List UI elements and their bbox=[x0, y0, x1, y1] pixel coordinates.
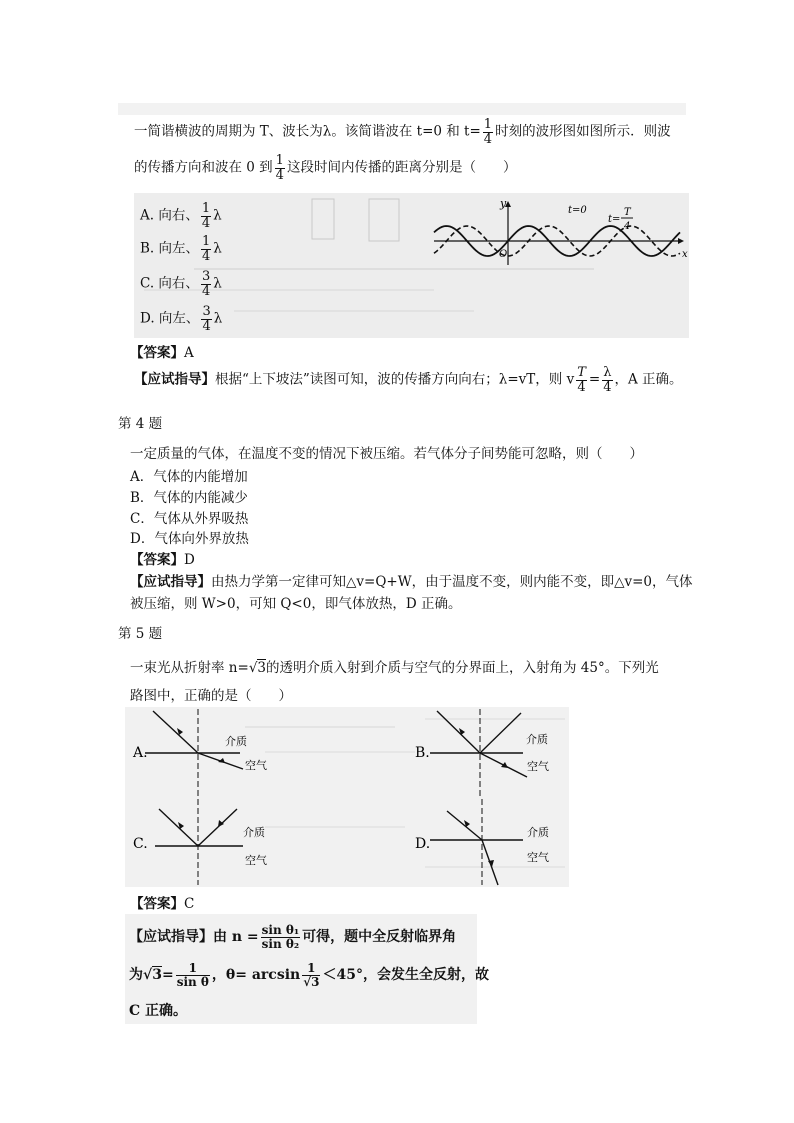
q5-stem-text-b: 的透明介质入射到介质与空气的分界面上，入射角为 45°。下列光 bbox=[266, 660, 659, 676]
q5-title: 第 5 题 bbox=[118, 626, 163, 642]
option-fraction bbox=[201, 235, 211, 263]
diagram-a-label: A. bbox=[133, 745, 148, 761]
q5-guide-line2 bbox=[129, 962, 489, 988]
option-frac-den: 4 bbox=[201, 283, 211, 299]
arrow-icon bbox=[218, 820, 224, 827]
answer-value: C bbox=[184, 896, 195, 912]
option-prefix: D. 向左、 bbox=[140, 310, 200, 327]
guide-sqrt-value: 3 bbox=[152, 967, 162, 984]
q5-stem-line1 bbox=[130, 656, 659, 676]
answer-value: A bbox=[184, 345, 194, 361]
reflected-ray bbox=[198, 809, 237, 846]
answer-label: 【答案】 bbox=[130, 896, 184, 912]
q4-guide-line2: 被压缩，则 W>0，可知 Q<0，即气体放热，D 正确。 bbox=[130, 596, 462, 612]
guide-frac2-num: λ bbox=[603, 365, 612, 380]
option-frac-num: 3 bbox=[202, 304, 211, 319]
option-suffix: λ bbox=[213, 207, 222, 224]
guide-frac2-num: 1 bbox=[302, 962, 320, 976]
q3-option-b bbox=[140, 235, 222, 263]
option-suffix: λ bbox=[213, 275, 222, 292]
q4-option-c: C．气体从外界吸热 bbox=[130, 511, 249, 527]
guide-frac2-den: 4 bbox=[603, 379, 612, 395]
guide-text-c: 为 bbox=[129, 967, 143, 984]
air-label: 空气 bbox=[527, 851, 549, 864]
answer-value: D bbox=[184, 552, 195, 568]
option-prefix: C. 向右、 bbox=[140, 275, 199, 292]
sqrt-icon: √ bbox=[248, 660, 258, 676]
option-frac-den: 4 bbox=[202, 248, 211, 264]
q5-sqrt-value: 3 bbox=[257, 660, 267, 676]
guide-label: 【应试指导】 bbox=[130, 574, 211, 590]
option-frac-num: 3 bbox=[201, 269, 211, 284]
q3-option-d bbox=[140, 305, 222, 333]
guide-frac1-num: T bbox=[577, 365, 586, 380]
guide-frac1-den: 4 bbox=[577, 379, 586, 395]
guide-frac-2 bbox=[302, 962, 320, 988]
q5-stem-text-a: 一束光从折射率 n= bbox=[130, 660, 249, 676]
q5-guide-line1 bbox=[129, 924, 456, 950]
option-prefix: B. 向左、 bbox=[140, 240, 200, 257]
q3-stem-frac2-num: 1 bbox=[275, 153, 284, 168]
air-label: 空气 bbox=[245, 854, 267, 867]
option-frac-den: 4 bbox=[201, 215, 211, 231]
q3-stem-frac2-den: 4 bbox=[275, 167, 284, 183]
q4-answer bbox=[130, 548, 195, 568]
option-frac-den: 4 bbox=[202, 318, 211, 334]
guide-frac2-den: √3 bbox=[303, 974, 320, 989]
q3-stem-text-d: 这段时间内传播的距离分别是（ ） bbox=[286, 159, 517, 176]
q4-title: 第 4 题 bbox=[118, 416, 163, 432]
guide-text-b: 可得，题中全反射临界角 bbox=[302, 929, 457, 946]
diagram-d-label: D. bbox=[415, 836, 431, 852]
q5-guide-scan bbox=[125, 914, 489, 1024]
q3-stem-fraction bbox=[483, 118, 493, 146]
guide-sin2: sin θ₂ bbox=[261, 936, 300, 951]
option-frac-num: 1 bbox=[201, 201, 211, 216]
guide-fraction-2 bbox=[602, 366, 612, 394]
air-label: 空气 bbox=[245, 759, 267, 772]
t0-label: t=0 bbox=[568, 205, 587, 216]
answer-label: 【答案】 bbox=[130, 552, 184, 568]
medium-label: 介质 bbox=[527, 826, 549, 839]
guide-sin1: sin θ₁ bbox=[261, 923, 300, 937]
q5-answer bbox=[130, 892, 194, 912]
q3-stem-text-a: 一简谐横波的周期为 T、波长为λ。该简谐波在 t=0 和 t= bbox=[134, 123, 481, 140]
q3-answer bbox=[130, 341, 194, 361]
guide-text-a: 由 n = bbox=[213, 929, 259, 946]
q3-option-c bbox=[140, 270, 222, 298]
t1-label: t= bbox=[608, 214, 621, 225]
origin-label: O bbox=[499, 249, 508, 260]
q4-option-a: A．气体的内能增加 bbox=[130, 469, 248, 485]
q3-stem-line2 bbox=[134, 154, 516, 182]
q4-option-b: B．气体的内能减少 bbox=[130, 490, 248, 506]
option-fraction bbox=[201, 305, 211, 333]
guide-sin-fraction bbox=[261, 924, 300, 950]
guide-frac1-num: 1 bbox=[176, 962, 210, 976]
incident-ray bbox=[437, 711, 480, 753]
q5-guide-line3: C 正确。 bbox=[129, 1003, 188, 1019]
diagram-b-label: B. bbox=[415, 745, 430, 761]
option-fraction bbox=[201, 202, 211, 230]
guide-frac-1 bbox=[176, 962, 210, 988]
incident-ray bbox=[447, 811, 482, 840]
q3-stem-frac-den: 4 bbox=[483, 131, 493, 147]
q5-diagrams bbox=[125, 707, 569, 887]
medium-label: 介质 bbox=[526, 733, 548, 746]
guide-text-d: = bbox=[161, 967, 174, 984]
medium-label: 介质 bbox=[225, 735, 247, 748]
option-suffix: λ bbox=[213, 310, 223, 327]
scan-artifact bbox=[369, 199, 399, 241]
option-suffix: λ bbox=[213, 240, 222, 257]
q3-stem-text-b: 时刻的波形图如图所示．则波 bbox=[495, 123, 671, 140]
guide-text-a: 由热力学第一定律可知△v=Q+W，由于温度不变，则内能不变，即△v=0，气体 bbox=[211, 574, 693, 590]
q3-guide bbox=[134, 366, 683, 394]
q3-stem-text-c: 的传播方向和波在 0 到 bbox=[134, 159, 273, 176]
guide-label: 【应试指导】 bbox=[129, 929, 213, 946]
incident-ray bbox=[153, 711, 198, 753]
incident-ray bbox=[159, 809, 198, 846]
diagram-c bbox=[133, 799, 267, 885]
y-axis-label: y bbox=[500, 197, 507, 210]
q3-stem-frac-num: 1 bbox=[483, 117, 493, 132]
q3-stem-line1 bbox=[134, 118, 671, 146]
x-axis-arrow-icon bbox=[678, 238, 684, 244]
q3-stem-fraction-2 bbox=[275, 154, 285, 182]
q4-guide-line1 bbox=[130, 570, 692, 590]
t1-frac-num: T bbox=[624, 207, 631, 218]
guide-text-b: ，A 正确。 bbox=[614, 371, 683, 388]
diagram-d bbox=[415, 799, 549, 885]
guide-eq: = bbox=[588, 371, 601, 388]
q3-option-a bbox=[140, 202, 222, 230]
diagram-c-label: C. bbox=[133, 836, 148, 852]
guide-text-a: 根据“上下坡法”读图可知，波的传播方向向右；λ=vT，则 v bbox=[215, 371, 575, 388]
x-axis-label: x bbox=[682, 249, 688, 260]
guide-text-h: ＜45°，会发生全反射，故 bbox=[322, 967, 489, 984]
diagram-b bbox=[415, 709, 549, 797]
guide-frac1-den: sin θ bbox=[176, 974, 209, 989]
air-label: 空气 bbox=[527, 760, 549, 773]
sqrt-icon: √ bbox=[143, 967, 153, 984]
q4-option-d: D．气体向外界放热 bbox=[130, 531, 249, 547]
option-frac-num: 1 bbox=[202, 234, 211, 249]
guide-label: 【应试指导】 bbox=[134, 371, 215, 388]
top-scan-strip bbox=[118, 103, 686, 115]
q5-diagrams-svg bbox=[125, 707, 569, 887]
guide-fraction-1 bbox=[576, 366, 587, 394]
option-fraction bbox=[201, 270, 211, 298]
option-prefix: A. 向右、 bbox=[140, 207, 199, 224]
q5-stem-line2: 路图中，正确的是（ ） bbox=[130, 688, 292, 704]
guide-text-e: ，θ= arcsin bbox=[211, 967, 301, 984]
scan-artifact bbox=[312, 199, 334, 239]
t1-frac-den: 4 bbox=[624, 221, 631, 232]
answer-label: 【答案】 bbox=[130, 345, 184, 361]
diagram-a bbox=[132, 709, 267, 797]
q4-stem: 一定质量的气体，在温度不变的情况下被压缩。若气体分子间势能可忽略，则（ ） bbox=[130, 446, 643, 462]
medium-label: 介质 bbox=[243, 826, 265, 839]
